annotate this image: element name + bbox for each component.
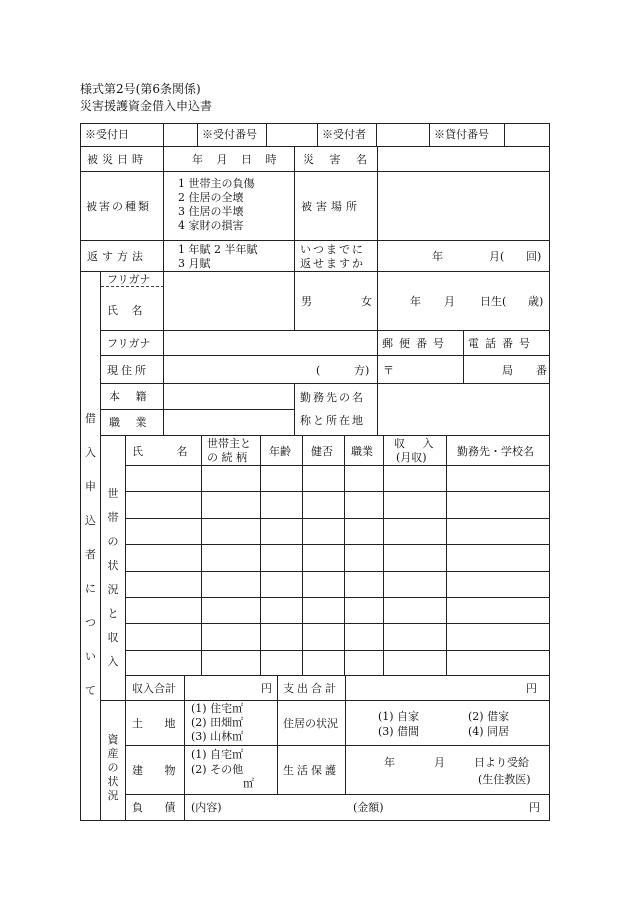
debt-field[interactable] [184, 794, 550, 821]
job-label: 職 業 [109, 416, 147, 429]
household-cell[interactable] [125, 544, 202, 571]
receiver-label: ※受付者 [322, 128, 366, 141]
repay-times-unit: 回) [526, 250, 542, 263]
phone-kyoku: 局 [502, 364, 513, 377]
postal-mark: 〒 [383, 364, 394, 377]
hh-relation-header-2: の 続 柄 [207, 451, 247, 464]
household-cell[interactable] [446, 597, 550, 624]
land-label: 土 地 [132, 717, 176, 730]
disaster-datetime-field[interactable] [163, 146, 295, 172]
residence-option-2[interactable]: (2) 借家 [468, 710, 510, 723]
repay-deadline-label-1: いつまでに [300, 243, 365, 256]
residence-label: 住居の状況 [283, 717, 338, 730]
household-cell[interactable] [344, 650, 384, 677]
welfare-type: (生住教医) [478, 773, 531, 786]
land-label-cell [125, 700, 185, 746]
hh-relation-header [201, 435, 261, 466]
welfare-year-unit: 年 [384, 756, 395, 769]
income-total-label: 収入合計 [132, 682, 176, 695]
hh-age-header-text: 年齢 [269, 445, 291, 458]
household-cell[interactable] [125, 623, 202, 650]
assets-side-label: 資 産 の 状 況 [107, 733, 119, 802]
household-cell[interactable] [260, 465, 303, 492]
household-cell[interactable] [260, 650, 303, 677]
address-furigana-label-cell [100, 330, 164, 356]
residence-option-3[interactable]: (3) 借間 [378, 725, 420, 738]
household-cell[interactable] [302, 571, 345, 598]
disaster-name-label-cell [294, 146, 378, 172]
income-total-yen: 円 [261, 682, 272, 695]
household-cell[interactable] [260, 623, 303, 650]
address-label: 現住所 [107, 364, 149, 377]
hh-age-header [260, 435, 303, 466]
birth-day-unit: 日生( [480, 295, 507, 308]
address-field[interactable] [163, 355, 378, 384]
loan-number-field[interactable] [504, 123, 550, 147]
receipt-date-label: ※受付日 [85, 128, 129, 141]
household-cell[interactable] [302, 544, 345, 571]
household-cell[interactable] [201, 465, 261, 492]
hh-name-header-text: 氏 名 [132, 445, 188, 458]
household-cell[interactable] [260, 544, 303, 571]
household-cell[interactable] [260, 491, 303, 518]
form-number: 様式第2号(第6条関係) [80, 82, 201, 96]
land-item-3[interactable]: (3) 山林㎡ [191, 730, 244, 743]
repay-method-options[interactable] [163, 240, 295, 272]
residence-option-4[interactable]: (4) 同居 [468, 725, 510, 738]
household-cell[interactable] [201, 623, 261, 650]
building-item-2[interactable]: (2) その他 [191, 763, 244, 776]
receiver-label-cell [317, 123, 377, 147]
repay-deadline-label-cell [294, 240, 378, 272]
job-field[interactable] [163, 409, 295, 436]
damage-option-2[interactable]: 2 住居の全壊 [178, 191, 244, 204]
receipt-date-label-cell [80, 123, 164, 147]
land-item-1[interactable]: (1) 住宅㎡ [191, 702, 244, 715]
land-field[interactable] [184, 700, 278, 746]
disaster-datetime-units: 年 月 日 時 [192, 153, 277, 166]
household-cell[interactable] [383, 465, 447, 492]
debt-amount-label: (金額) [353, 801, 384, 814]
repay-month-unit: 月( [489, 250, 505, 263]
phone-field[interactable] [463, 355, 550, 384]
household-cell[interactable] [201, 544, 261, 571]
household-cell[interactable] [125, 650, 202, 677]
name-field[interactable] [163, 271, 295, 331]
phone-label: 電話番号 [468, 337, 536, 350]
name-label: 氏 名 [107, 304, 143, 317]
household-cell[interactable] [302, 650, 345, 677]
address-kata-close: 方) [354, 364, 370, 377]
address-furigana-field[interactable] [163, 330, 378, 356]
postal-label: 郵便番号 [382, 337, 450, 350]
household-cell[interactable] [344, 597, 384, 624]
debt-yen: 円 [529, 801, 540, 814]
damage-type-label-cell [80, 171, 164, 241]
household-cell[interactable] [383, 623, 447, 650]
hh-job-header [344, 435, 384, 466]
household-cell[interactable] [201, 571, 261, 598]
postal-label-cell [377, 330, 464, 356]
household-cell[interactable] [383, 650, 447, 677]
workplace-label-2: 称と所在地 [300, 414, 365, 427]
residence-label-cell [277, 700, 346, 746]
household-cell[interactable] [383, 597, 447, 624]
hh-health-header [302, 435, 345, 466]
debt-content-label: (内容) [191, 801, 222, 814]
loan-number-label: ※貸付番号 [434, 128, 489, 141]
receiver-field[interactable] [376, 123, 430, 147]
repay-option-line2[interactable]: 3 月賦 [178, 257, 211, 270]
disaster-datetime-label-cell [80, 146, 164, 172]
receipt-number-label-cell [197, 123, 267, 147]
repay-method-label-cell [80, 240, 164, 272]
household-cell[interactable] [383, 544, 447, 571]
hh-job-header-text: 職業 [351, 445, 373, 458]
age-unit: 歳) [528, 295, 544, 308]
household-cell[interactable] [446, 544, 550, 571]
household-cell[interactable] [383, 491, 447, 518]
residence-option-1[interactable]: (1) 自家 [378, 710, 420, 723]
residence-options[interactable] [345, 700, 550, 746]
phone-ban: 番 [536, 364, 547, 377]
hh-health-header-text: 健否 [311, 445, 333, 458]
household-cell[interactable] [302, 623, 345, 650]
workplace-label-1: 勤務先の名 [300, 391, 365, 404]
household-cell[interactable] [302, 518, 345, 545]
damage-option-4[interactable]: 4 家財の損害 [178, 219, 244, 232]
disaster-datetime-label: 被災日時 [87, 153, 147, 166]
damage-place-label: 被害場所 [301, 200, 361, 213]
address-kata-open: ( [316, 364, 321, 377]
income-total-label-cell [125, 675, 185, 701]
repay-deadline-field[interactable] [377, 240, 550, 272]
applicant-side-label: 借 入 申 込 者 に つ い て [85, 412, 96, 697]
repay-deadline-label-2: 返せますか [300, 257, 365, 270]
repay-year-unit: 年 [432, 250, 443, 263]
household-cell[interactable] [302, 465, 345, 492]
damage-place-field[interactable] [377, 171, 550, 241]
applicant-section-side [80, 271, 101, 821]
gender-male[interactable]: 男 [301, 295, 312, 308]
domicile-label-cell [100, 383, 164, 410]
household-cell[interactable] [125, 465, 202, 492]
birthdate-field[interactable] [377, 271, 550, 331]
assets-section-side [100, 700, 126, 821]
household-cell[interactable] [383, 518, 447, 545]
hh-name-header [125, 435, 202, 466]
household-cell[interactable] [446, 518, 550, 545]
household-cell[interactable] [383, 571, 447, 598]
damage-type-options[interactable] [163, 171, 295, 241]
debt-label-cell [125, 794, 185, 821]
welfare-label: 生活保護 [283, 764, 339, 777]
building-item-unit: ㎡ [243, 777, 254, 790]
household-cell[interactable] [302, 597, 345, 624]
expense-total-field[interactable] [345, 675, 550, 701]
hh-school-header [446, 435, 550, 466]
income-total-field[interactable] [184, 675, 278, 701]
damage-option-3[interactable]: 3 住居の半壊 [178, 205, 244, 218]
damage-place-label-cell [294, 171, 378, 241]
debt-label: 負 債 [132, 801, 176, 814]
domicile-label: 本 籍 [109, 390, 147, 403]
household-cell[interactable] [125, 518, 202, 545]
gender-field[interactable] [294, 271, 378, 331]
household-cell[interactable] [344, 544, 384, 571]
household-cell[interactable] [302, 491, 345, 518]
hh-income-header-2: (月収) [396, 451, 427, 464]
building-label-cell [125, 745, 185, 795]
household-cell[interactable] [446, 650, 550, 677]
household-cell[interactable] [446, 465, 550, 492]
welfare-label-cell [277, 745, 346, 795]
hh-income-header-1: 収 入 [394, 437, 434, 450]
household-cell[interactable] [125, 571, 202, 598]
repay-option-line1[interactable]: 1 年賦 2 半年賦 [178, 243, 258, 256]
household-cell[interactable] [125, 597, 202, 624]
household-cell[interactable] [344, 491, 384, 518]
loan-number-label-cell [429, 123, 505, 147]
disaster-name-label: 災 害 名 [303, 153, 367, 166]
household-cell[interactable] [201, 650, 261, 677]
welfare-field[interactable] [345, 745, 550, 795]
postal-field[interactable] [377, 355, 464, 384]
damage-option-1[interactable]: 1 世帯主の負傷 [178, 177, 255, 190]
workplace-label-cell [294, 383, 378, 436]
expense-total-label-cell [277, 675, 346, 701]
address-furigana-label: フリガナ [107, 337, 151, 350]
building-item-1[interactable]: (1) 自宅㎡ [191, 748, 244, 761]
domicile-field[interactable] [163, 383, 295, 410]
household-section-side [100, 435, 126, 701]
gender-female[interactable]: 女 [361, 295, 372, 308]
household-cell[interactable] [446, 623, 550, 650]
job-label-cell [100, 409, 164, 436]
repay-method-label: 返す方法 [87, 250, 147, 263]
hh-school-header-text: 勤務先・学校名 [457, 445, 534, 458]
household-cell[interactable] [125, 491, 202, 518]
land-item-2[interactable]: (2) 田畑㎡ [191, 716, 244, 729]
workplace-field[interactable] [377, 383, 550, 436]
household-cell[interactable] [446, 571, 550, 598]
welfare-month-unit: 月 [434, 756, 445, 769]
household-cell[interactable] [344, 571, 384, 598]
household-cell[interactable] [260, 518, 303, 545]
hh-income-header [383, 435, 447, 466]
form-title: 災害援護資金借入申込書 [80, 99, 213, 113]
household-cell[interactable] [260, 571, 303, 598]
building-label: 建 物 [132, 764, 176, 777]
receipt-number-label: ※受付番号 [202, 128, 257, 141]
birth-month-unit: 月 [444, 295, 455, 308]
name-label-cell [100, 271, 164, 331]
furigana-label: フリガナ [107, 273, 151, 286]
hh-relation-header-1: 世帯主と [207, 437, 251, 450]
household-cell[interactable] [201, 518, 261, 545]
damage-type-label: 被害の種類 [86, 200, 151, 213]
household-cell[interactable] [344, 623, 384, 650]
household-cell[interactable] [344, 465, 384, 492]
household-cell[interactable] [260, 597, 303, 624]
building-field[interactable] [184, 745, 278, 795]
birth-year-unit: 年 [410, 295, 421, 308]
household-cell[interactable] [201, 597, 261, 624]
phone-label-cell [463, 330, 550, 356]
expense-total-yen: 円 [526, 682, 537, 695]
household-cell[interactable] [201, 491, 261, 518]
receipt-date-field[interactable] [163, 123, 198, 147]
household-cell[interactable] [344, 518, 384, 545]
welfare-from: 日より受給 [474, 756, 529, 769]
address-label-cell [100, 355, 164, 384]
expense-total-label: 支出合計 [283, 682, 339, 695]
disaster-name-field[interactable] [377, 146, 550, 172]
receipt-number-field[interactable] [266, 123, 318, 147]
household-side-label: 世 帯 の 状 況 と 収 入 [107, 487, 119, 668]
household-cell[interactable] [446, 491, 550, 518]
